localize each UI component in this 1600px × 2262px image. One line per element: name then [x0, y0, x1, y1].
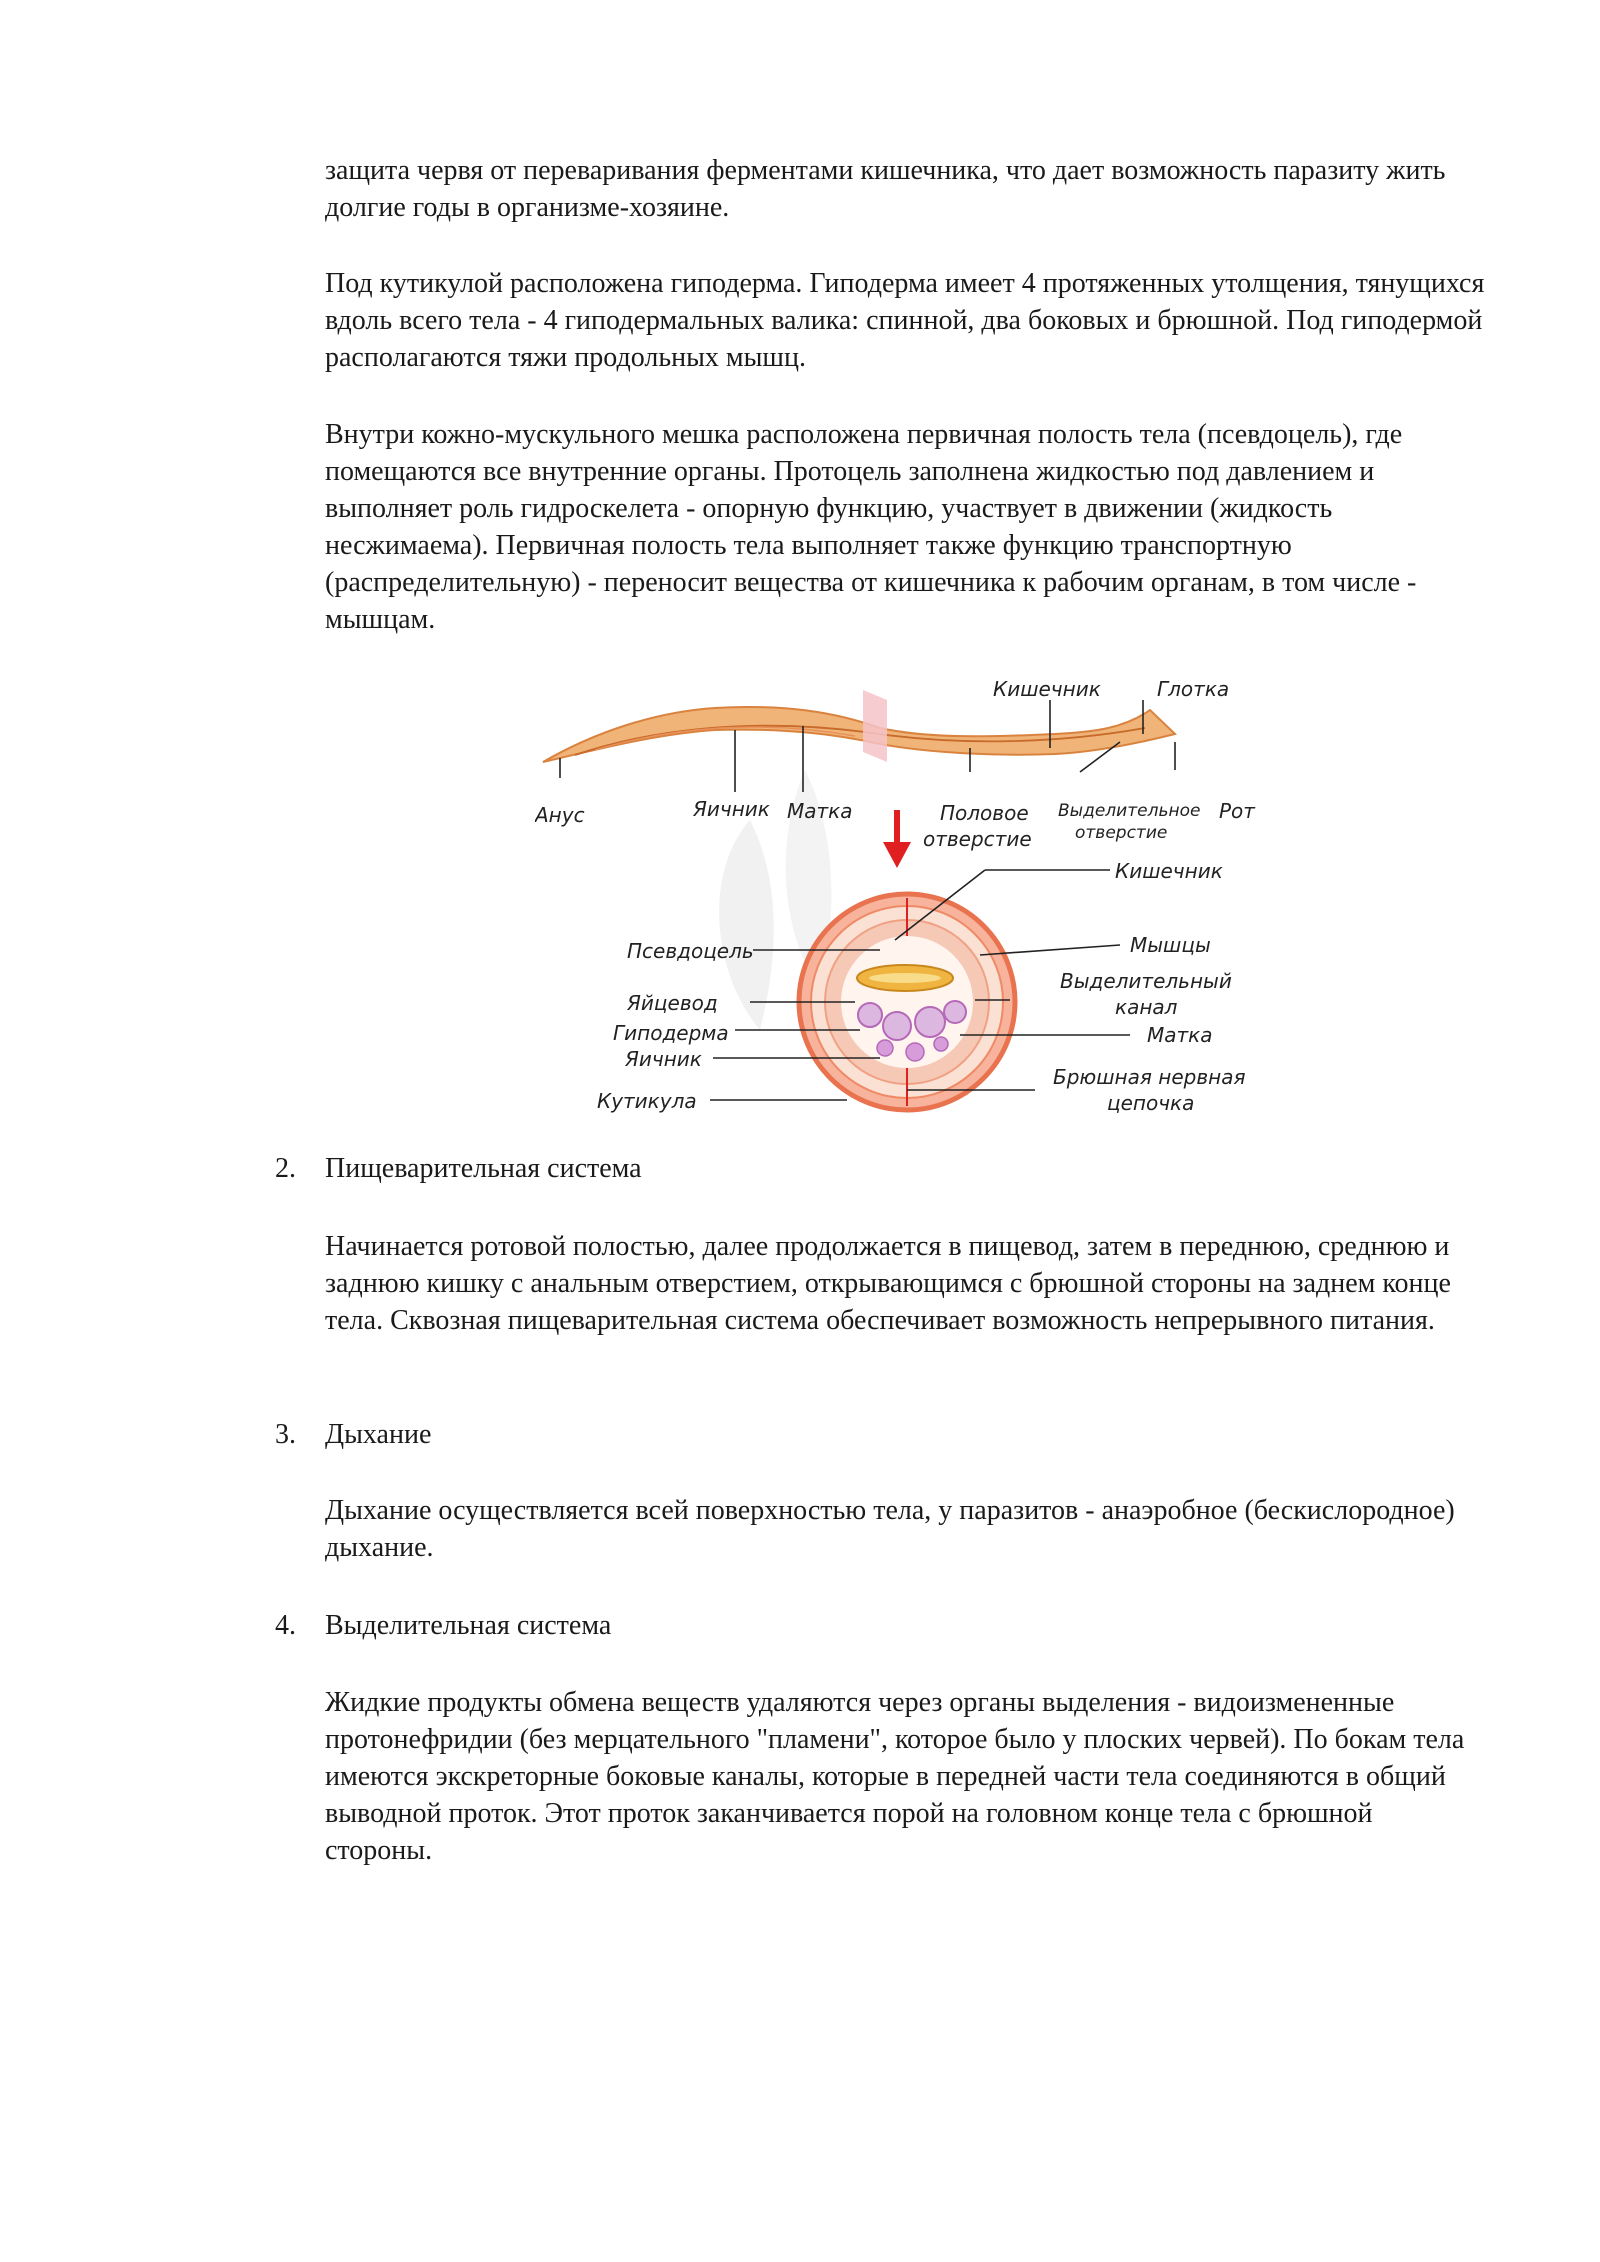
label-uterus-worm: Матка: [787, 799, 853, 823]
ovary-cell: [934, 1037, 948, 1051]
paragraph-excretory: Жидкие продукты обмена веществ удаляются через органы выделения - видоизмененные протонефридии (без мерцательного "пламени", которое было у плоских червей). По бокам тела имеются экскреторные боковые каналы, которые в передней части тела соединяются в общий выводной проток. Этот проток заканчивается порой на головном конце тела с брюшной стороны.: [325, 1687, 1465, 1866]
section-title: Дыхание: [325, 1419, 432, 1450]
label-excretory-canal-2: канал: [1115, 995, 1178, 1019]
paragraph-respiration: Дыхание осуществляется всей поверхностью тела, у паразитов - анаэробное (бескислородное) дыхание.: [325, 1495, 1455, 1563]
uterus-cell: [915, 1007, 945, 1037]
label-anus: Анус: [535, 803, 585, 827]
section-intestine-lumen: [869, 973, 941, 983]
label-intestine-section: Кишечник: [1115, 859, 1223, 883]
label-genital-opening-2: отверстие: [923, 827, 1032, 851]
section-heading-respiration: [275, 1416, 1475, 1453]
label-pseudocoel: Псевдоцель: [627, 939, 754, 963]
section-heading-digestive: [275, 1150, 1475, 1187]
uterus-cell: [944, 1001, 966, 1023]
section-number: 4.: [275, 1610, 296, 1641]
paragraph-digestive: Начинается ротовой полостью, далее продолжается в пищевод, затем в переднюю, среднюю и заднюю кишку с анальным отверстием, открывающимся с брюшной стороны на заднем конце тела. Сквозная пищеварительная система обеспечивает возможность непрерывного питания.: [325, 1231, 1451, 1336]
anatomy-diagram: [535, 670, 1275, 1140]
label-hypodermis: Гиподерма: [613, 1021, 729, 1045]
roundworm-anatomy-figure: [535, 670, 1275, 1140]
background-leaf: [719, 820, 774, 1030]
label-uterus-section: Матка: [1147, 1023, 1213, 1047]
label-nerve-cord-2: цепочка: [1107, 1091, 1195, 1115]
section-plane-marker: [863, 690, 887, 762]
paragraph-body-cavity: Внутри кожно-мускульного мешка расположена первичная полость тела (псевдоцель), где помещаются все внутренние органы. Протоцель заполнена жидкостью под давлением и выполняет роль гидроскелета - опорную функцию, участвует в движении (жидкость несжимаема). Первичная полость тела выполняет также функцию транспортную (распределительную) - переносит вещества от кишечника к рабочим органам, в том числе - мышцам.: [325, 419, 1417, 635]
ovary-cell: [906, 1043, 924, 1061]
worm-body: [543, 707, 1175, 762]
label-excretory-canal-1: Выделительный: [1060, 969, 1232, 993]
ovary-cell: [877, 1040, 893, 1056]
label-genital-opening-1: Половое: [940, 801, 1029, 825]
label-cuticle: Кутикула: [597, 1089, 697, 1113]
paragraph-hypodermis: Под кутикулой расположена гиподерма. Гиподерма имеет 4 протяженных утолщения, тянущихся вдоль всего тела - 4 гиподермальных валика: спинной, два боковых и брюшной. Под гиподермой располагаются тяжи продольных мышц.: [325, 268, 1485, 373]
label-intestine-worm: Кишечник: [993, 677, 1101, 701]
paragraph-cuticle-protection: защита червя от переваривания ферментами кишечника, что дает возможность паразиту жить долгие годы в организме-хозяине.: [325, 155, 1446, 223]
section-title: Выделительная система: [325, 1610, 612, 1641]
section-heading-excretory: [275, 1607, 1475, 1644]
label-ovary-worm: Яичник: [693, 797, 770, 821]
label-nerve-cord-1: Брюшная нервная: [1053, 1065, 1246, 1089]
arrow-head: [883, 842, 911, 868]
label-oviduct: Яйцевод: [627, 991, 718, 1015]
label-excretory-opening-2: отверстие: [1075, 823, 1168, 843]
section-number: 2.: [275, 1153, 296, 1184]
uterus-cell: [858, 1003, 882, 1027]
uterus-cell: [883, 1012, 911, 1040]
section-number: 3.: [275, 1419, 296, 1450]
label-muscles: Мышцы: [1130, 933, 1211, 957]
label-mouth: Рот: [1219, 799, 1255, 823]
section-title: Пищеварительная система: [325, 1153, 642, 1184]
label-excretory-opening-1: Выделительное: [1058, 801, 1201, 821]
label-ovary-section: Яичник: [625, 1047, 702, 1071]
label-pharynx: Глотка: [1157, 677, 1230, 701]
